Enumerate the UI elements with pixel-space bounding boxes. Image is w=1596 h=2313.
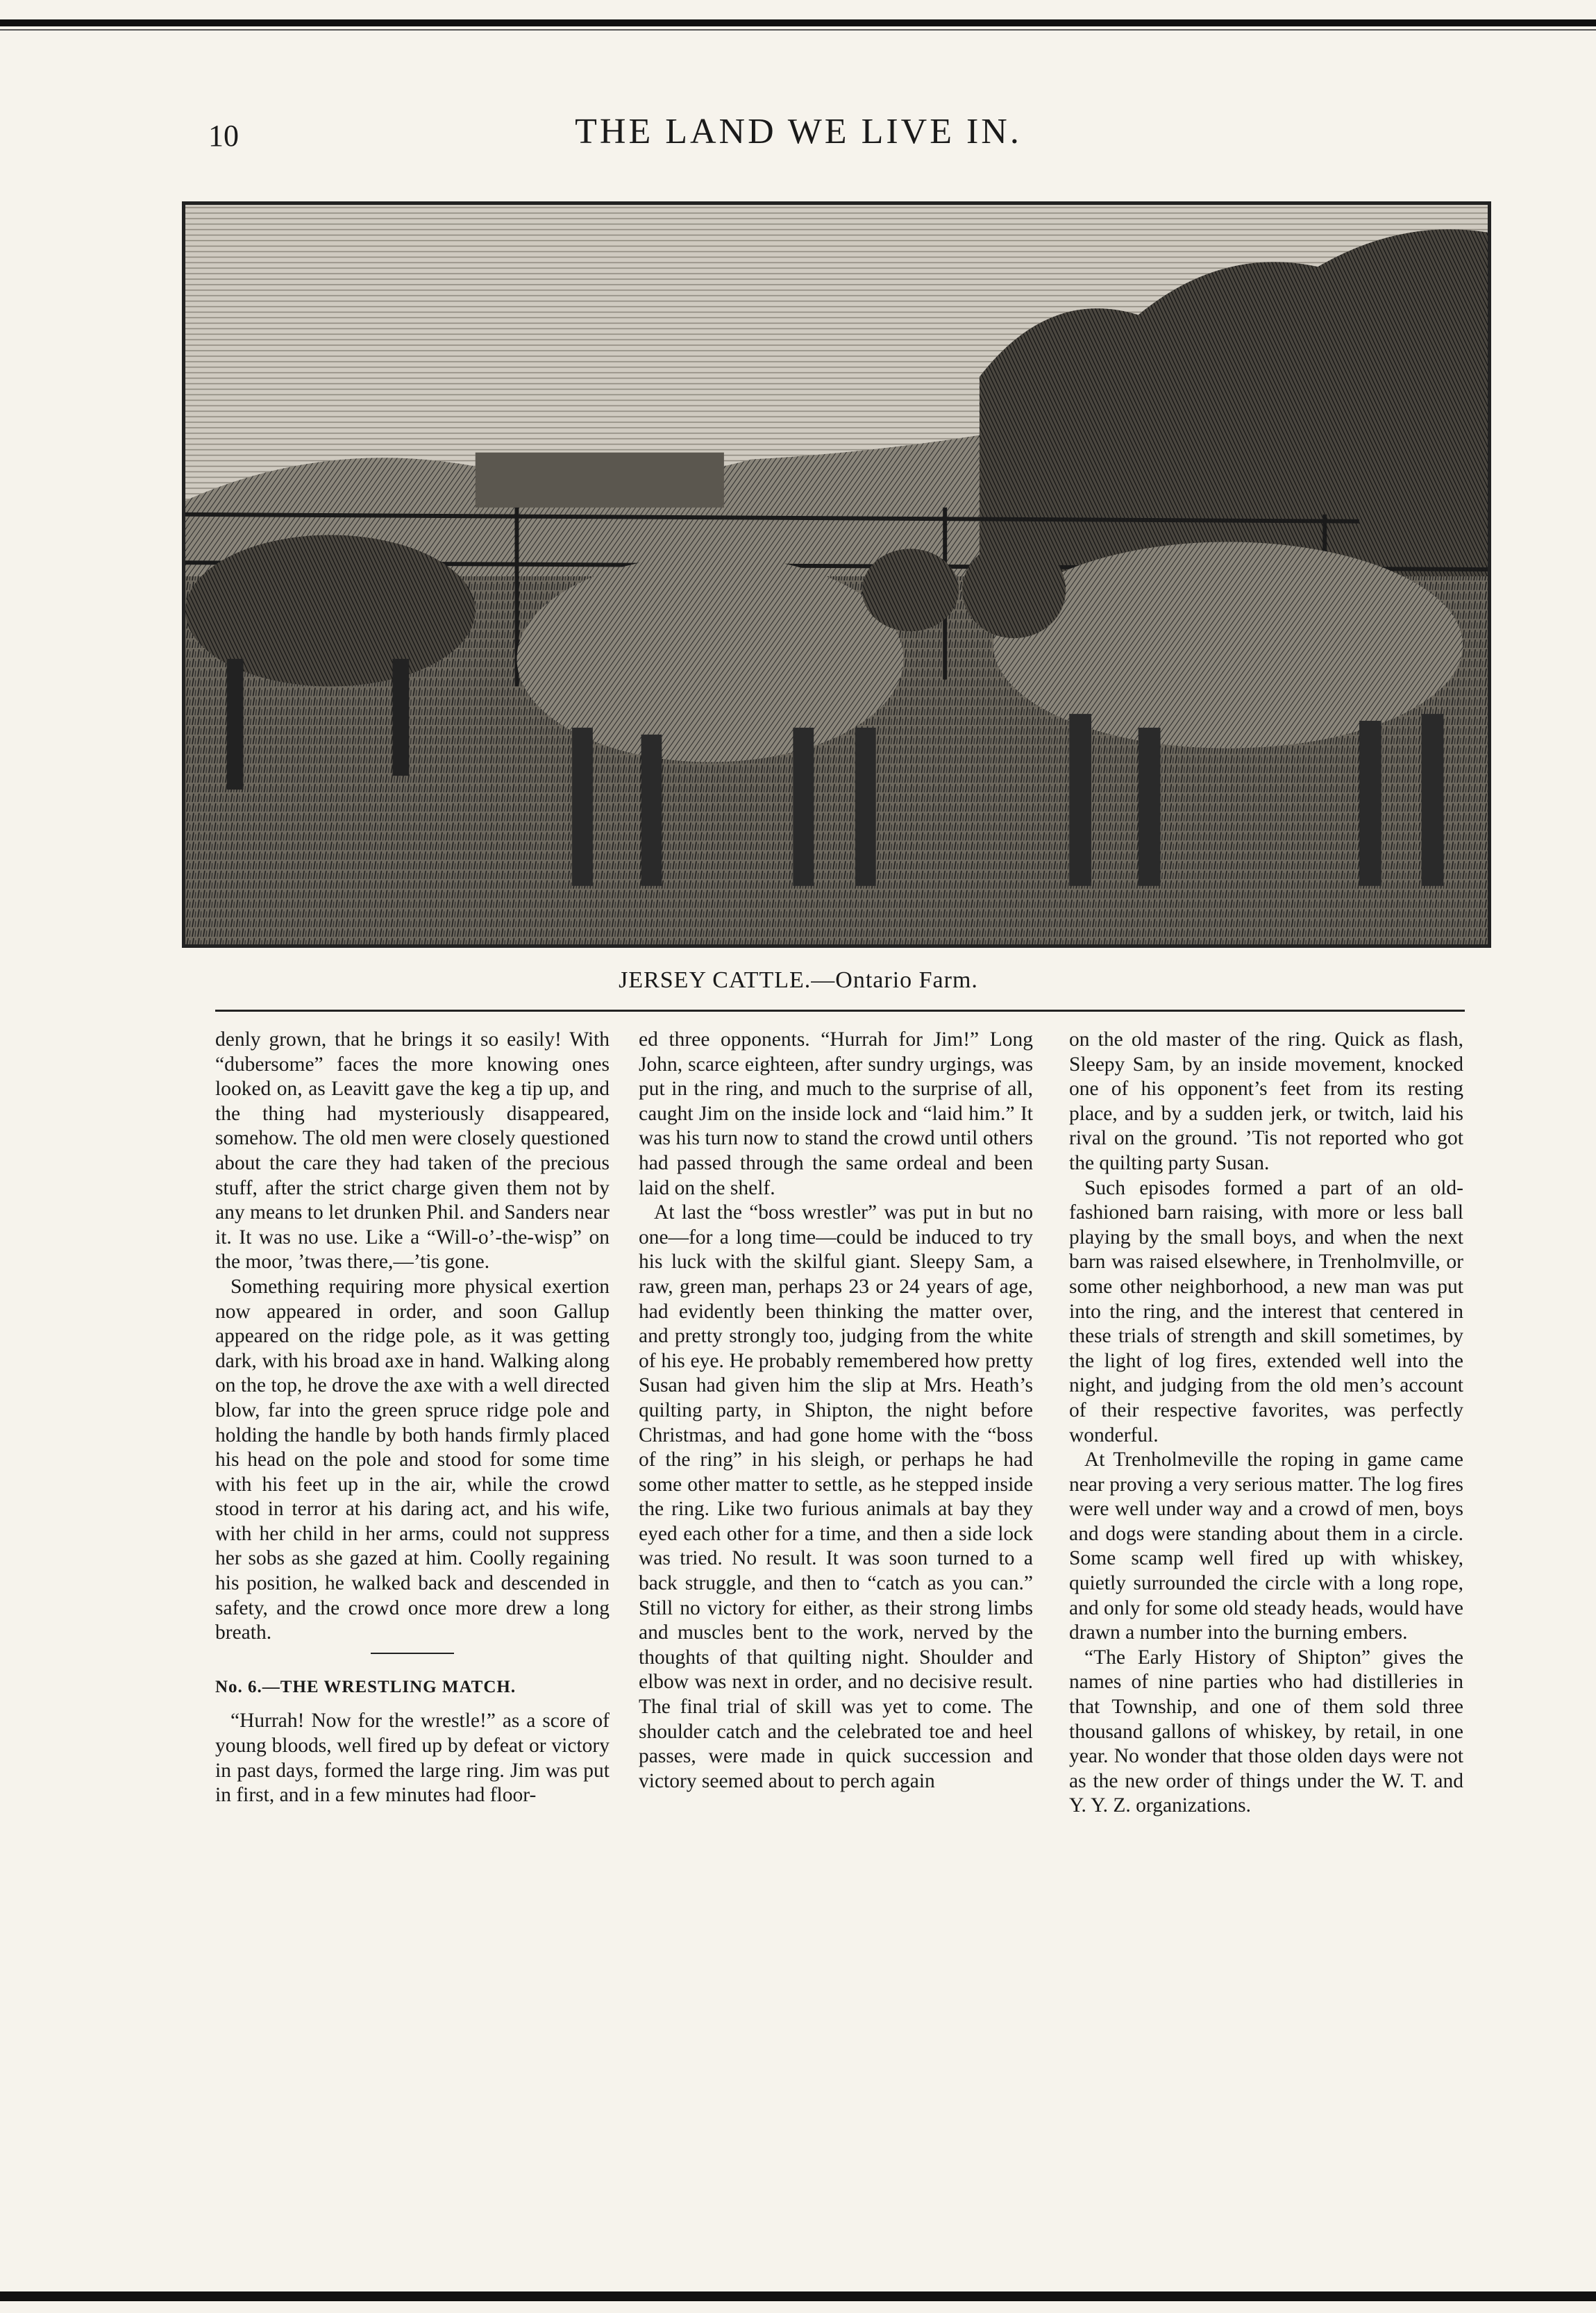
paragraph: Such episodes formed a part of an old-fashioned barn raising, with more or less ball playing by the small boys, and when the next barn was raised elsewhere, in Trenholmville, or some other neighborhood, a new man was put into the ring, and the interest that centered in these trials of strength and skill sometimes, by the light of log fires, extended well into the night, and judging from the old men’s account of their respective favorites, was perfectly wonderful. [1069, 1176, 1463, 1446]
farm-buildings [476, 453, 724, 508]
jersey-cattle-engraving [182, 201, 1491, 948]
paragraph: At last the “boss wrestler” was put in but no one—for a long time—could be induced to try his luck with the skilful giant. Sleepy Sam, a raw, green man, perhaps 23 or 24 years of age, had evidently been thinking the matter over, and pretty strongly too, judging from the white of his eye. He probably remembered how pretty Susan had given him the slip at Mrs. Heath’s quilting party, in Shipton, the night before Christmas, and had gone home with the “boss of the ring” in his sleigh, or perhaps he had some other matter to settle, as he stepped inside the ring. Like two furious animals at bay they eyed each other for a time, and then a side lock was tried. No result. It was soon turned to a back struggle, and then to “catch as you can.” Still no victory for either, as their strong limbs and muscles bent to the work, nerved by the thoughts of that quilting night. Shoulder and elbow was next in order, and no decisive result. The final trial of skill was yet to come. The shoulder catch and the celebrated toe and heel passes, were made in quick succession and victory seemed about to perch again [639, 1201, 1033, 1792]
text-column-3 [1069, 1028, 1463, 1819]
page-number: 10 [208, 119, 239, 153]
paragraph: ed three opponents. “Hurrah for Jim!” Long John, scarce eighteen, after sundry urgings, was put in the ring, and much to the surprise of all, caught Jim on the inside lock and “laid him.” It was his turn now to stand the crowd until others had passed through the same ordeal and been laid on the shelf. [639, 1028, 1033, 1199]
paragraph: At Trenholmeville the roping in game came near proving a very serious matter. The log fires were well under way and a crowd of men, boys and dogs were standing about them in a circle. Some scamp well fired up with whiskey, quietly surrounded the circle with a long rope, and only for some old steady heads, would have drawn a number into the burning embers. [1069, 1448, 1463, 1644]
paragraph: denly grown, that he brings it so easily! With “dubersome” faces the more knowing ones looked on, as Leavitt gave the keg a tip up, and the thing had mysteriously disappeared, somehow. The old men were closely questioned about the care they had taken of the precious stuff, after the strict charge given them not by any means to let drunken Phil. and Sanders near it. It was no use. Like a “Will-o’-the-wisp” on the moor, ’twas there,—’tis gone. [215, 1028, 610, 1274]
paragraph: Something requiring more physical exertion now appeared in order, and soon Gallup appeared on the ridge pole, as it was getting dark, with his broad axe in hand. Walking along on the top, he drove the axe with a well directed blow, far into the green spruce ridge pole and holding the handle by both hands firmly placed his head on the pole and stood for some time with his feet up in the air, while the crowd stood in terror at his daring act, and his wife, with her child in her arms, could not suppress her sobs as she gazed at him. Coolly regaining his position, he walked back and descended in safety, and the crowd once more drew a long breath. [215, 1275, 610, 1644]
bottom-border-rule [0, 2291, 1596, 2301]
paragraph: “Hurrah! Now for the wrestle!” as a score of young bloods, well fired up by defeat or victory in past days, formed the large ring. Jim was put in first, and in a few minutes had floor- [215, 1710, 610, 1807]
top-border-rule [0, 19, 1596, 26]
running-title: THE LAND WE LIVE IN. [575, 112, 1022, 151]
engraving-artwork [185, 205, 1488, 944]
top-border-thin-rule [0, 29, 1596, 31]
paragraph: “The Early History of Shipton” gives the names of nine parties who had distilleries in that Township, and one of them sold three thousand gallons of whiskey, by retail, in one year. No wonder that those olden days were not as the new order of things under the W. T. and Y. Y. Z. organizations. [1069, 1646, 1463, 1817]
text-column-2 [639, 1028, 1033, 1794]
illustration-caption: JERSEY CATTLE.—Ontario Farm. [619, 967, 978, 993]
text-column-1 [215, 1028, 610, 1808]
paragraph: on the old master of the ring. Quick as flash, Sleepy Sam, by an inside movement, knocked one of his opponent’s feet from its resting place, and by a sudden jerk, or twitch, laid his rival on the ground. ’Tis not reported who got the quilting party Susan. [1069, 1028, 1463, 1174]
section-heading: No. 6.—THE WRESTLING MATCH. [215, 1677, 516, 1696]
caption-rule [215, 1010, 1465, 1012]
section-rule [371, 1653, 454, 1654]
